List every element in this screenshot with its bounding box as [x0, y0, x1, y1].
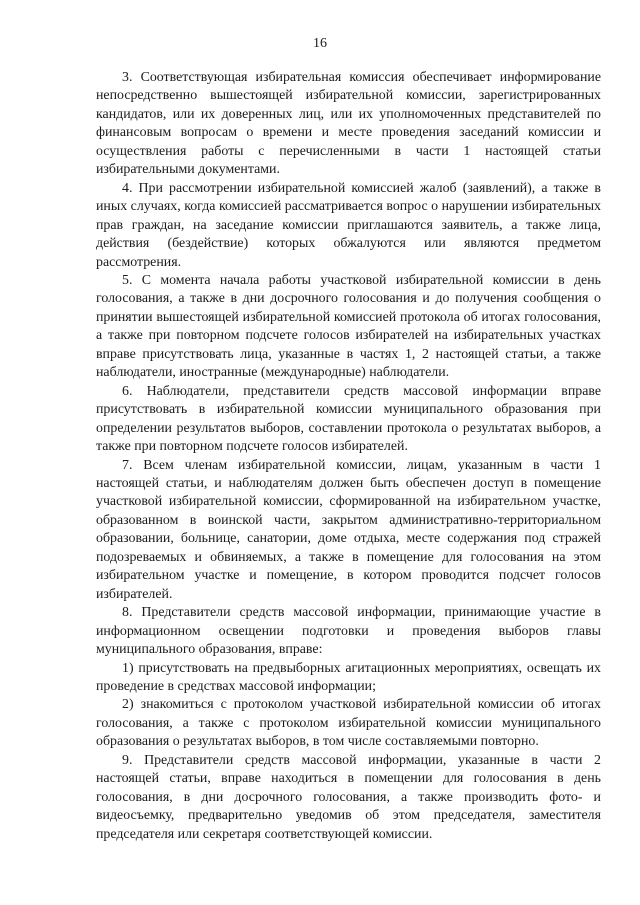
paragraph-part-9: 9. Представители средств массовой информации, указанные в части 2 настоящей статьи, вправе находиться в помещении для голосования в день голосования, в дни досрочного голосования, а также производить фото- и видеосъемку, предварительно уведомив об этом председателя, заместителя председателя или секретаря соответствующей комиссии.	[96, 752, 601, 842]
paragraph-part-3: 3. Соответствующая избирательная комиссия обеспечивает информирование непосредственно вышестоящей избирательной комиссии, зарегистрированных кандидатов, или их доверенных лиц, или их уполномоченных представителей по финансовым вопросам о времени и месте проведения заседаний комиссии и осуществления работы с перечисленными в части 1 настоящей статьи избирательными документами.	[96, 70, 601, 178]
paragraph-item-1: 1) присутствовать на предвыборных агитационных мероприятиях, освещать их проведение в средствах массовой информации;	[96, 660, 601, 694]
paragraph-part-6: 6. Наблюдатели, представители средств массовой информации вправе присутствовать в избирательной комиссии муниципального образования при определении результатов выборов, составлении протокола о результатах выборов, а также при повторном подсчете голосов избирателей.	[96, 383, 601, 455]
paragraph-part-7: 7. Всем членам избирательной комиссии, лицам, указанным в части 1 настоящей статьи, и наблюдателям должен быть обеспечен доступ в помещение участковой избирательной комиссии, сформированной на избирательном участке, образованном в воинской части, закрытом административно-территориальном образовании, больнице, санатории, доме отдыха, месте содержания под стражей подозреваемых и обвиняемых, а также в помещение для голосования на этом избирательном участке и помещение, в котором проводится подсчет голосов избирателей.	[96, 457, 601, 602]
paragraph-part-4: 4. При рассмотрении избирательной комиссией жалоб (заявлений), а также в иных случаях, когда комиссией рассматривается вопрос о нарушении избирательных прав граждан, на заседание комиссии приглашаются заявитель, а также лица, действия (бездействие) которых обжалуются или являются предметом рассмотрения.	[96, 180, 601, 270]
paragraph-part-5: 5. С момента начала работы участковой избирательной комиссии в день голосования, а также в дни досрочного голосования и до получения сообщения о принятии вышестоящей избирательной комиссией протокола об итогах голосования, а также при повторном подсчете голосов избирателей на избирательных участках вправе присутствовать лица, указанные в частях 1, 2 настоящей статьи, а также наблюдатели, иностранные (международные) наблюдатели.	[96, 272, 601, 381]
paragraph-part-8: 8. Представители средств массовой информации, принимающие участие в информационном освещении подготовки и проведения выборов главы муниципального образования, вправе:	[96, 605, 601, 658]
page-number: 16	[313, 36, 327, 51]
paragraph-item-2: 2) знакомиться с протоколом участковой избирательной комиссии об итогах голосования, а также с протоколом избирательной комиссии муниципального образования о результатах выборов, в том числе составляемыми повторно.	[96, 697, 601, 750]
document-body	[96, 69, 601, 844]
